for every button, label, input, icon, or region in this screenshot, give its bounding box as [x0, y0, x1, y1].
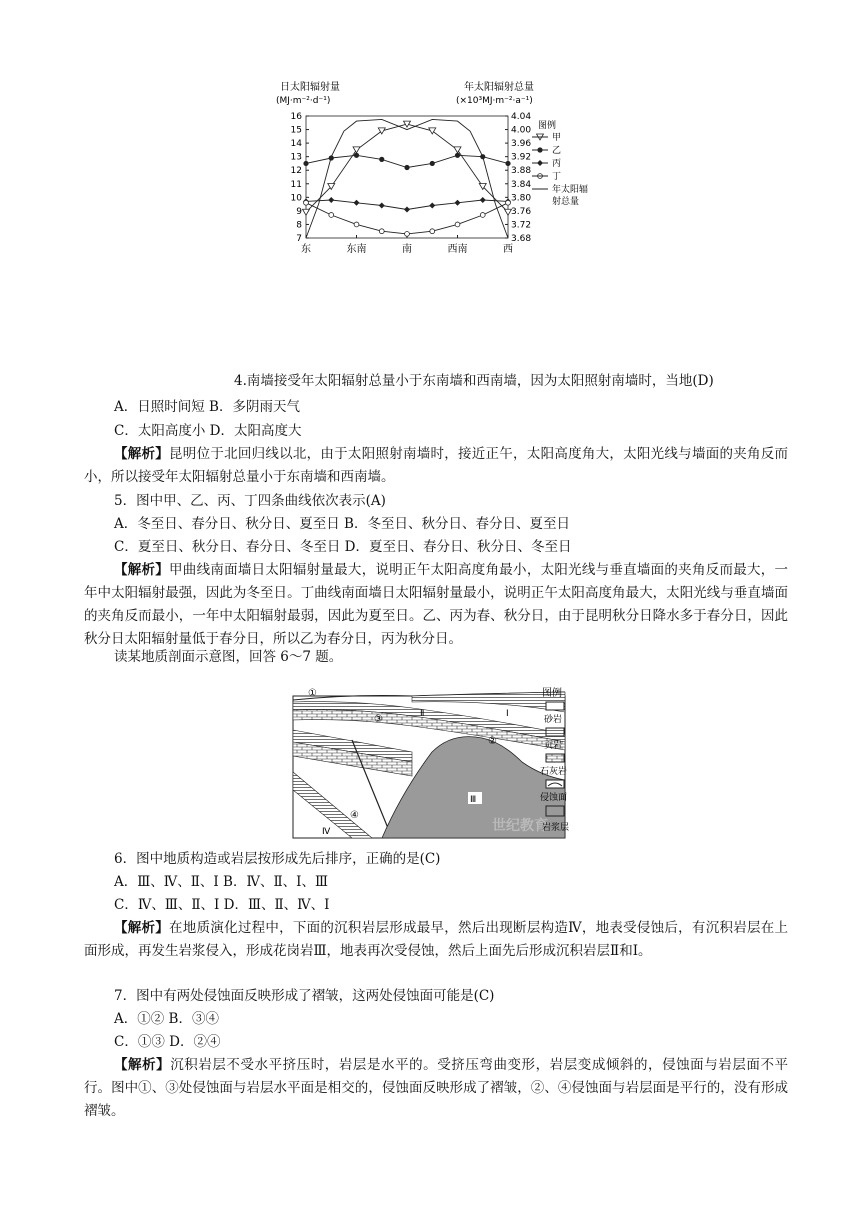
point-丙 [404, 207, 410, 213]
read-instruction: 读某地质剖面示意图，回答 6～7 题。 [114, 649, 343, 665]
y-left-label-2: (MJ·m⁻²·d⁻¹) [276, 96, 331, 106]
point-乙 [354, 153, 359, 158]
point-丁 [379, 229, 384, 234]
y-right-tick-label: 3.92 [511, 152, 532, 163]
q7-explanation: 【解析】沉积岩层不受水平挤压时，岩层是水平的。受挤压弯曲变形，岩层变成倾斜的，侵蚀面与岩层面不平行。图中①、③处侵蚀面与岩层水平面是相交的，侵蚀面反映形成了褶皱，②、④侵蚀面与岩层面是平行的，没有形成褶皱。 [84, 1057, 789, 1119]
y-right-tick-label: 3.72 [511, 220, 532, 231]
x-tick-label: 西 [503, 244, 513, 255]
y-right-tick-label: 4.00 [511, 125, 532, 136]
legend-magma: 岩浆层 [542, 823, 570, 833]
point-丙 [354, 200, 360, 206]
q5-explanation: 【解析】甲曲线南面墙日太阳辐射量最大，说明正午太阳高度角最小，太阳光线与垂直墙面的夹角反而最大，一年中太阳辐射最强，因此为冬至日。丁曲线南面墙日太阳辐射量最小，说明正午太阳高度角最大，太阳光线与垂直墙面的夹角反而最小，一年中太阳辐射最弱，因此为夏至日。乙、丙为春、秋分日，由于昆明秋分日降水多于春分日，因此秋分日太阳辐射量低于春分日，所以乙为春分日，丙为秋分日。 [84, 562, 789, 647]
y-left-tick-label: 10 [290, 193, 302, 204]
label-3: ③ [374, 714, 383, 725]
y-right-tick-label: 3.80 [511, 193, 532, 204]
point-丙 [429, 202, 435, 208]
shale-swatch [546, 728, 564, 736]
y-left-tick-label: 14 [290, 139, 302, 150]
label-I: Ⅰ [506, 709, 509, 719]
x-tick-label: 东南 [346, 244, 367, 255]
legend-title: 图例 [538, 121, 557, 131]
question-4: 4.南墙接受年太阳辐射总量小于东南墙和西南墙，因为太阳照射南墙时，当地(D) [234, 373, 714, 389]
question-5: 5．图中甲、乙、丙、丁四条曲线依次表示(A) [114, 493, 386, 509]
y-right-label-2: (×10³MJ·m⁻²·a⁻¹) [456, 96, 533, 106]
y-right-tick-label: 3.68 [511, 234, 532, 244]
label-2: ② [488, 736, 497, 747]
label-II: Ⅱ [420, 709, 425, 719]
y-left-tick-label: 13 [290, 152, 302, 163]
point-丙 [328, 197, 334, 203]
chart-series [303, 119, 544, 238]
watermark: 世纪教育 [492, 818, 548, 834]
legend-label-丁: 丁 [552, 172, 562, 182]
point-乙 [303, 161, 308, 166]
y-left-tick-label: 7 [296, 234, 302, 244]
q4-options-cd: C．太阳高度小 D．太阳高度大 [114, 423, 302, 439]
y-left-tick-label: 8 [296, 220, 302, 231]
y-right-tick-label: 4.04 [511, 112, 532, 122]
legend-label-丙: 丙 [552, 159, 562, 169]
q6-options-ab: A．Ⅲ、Ⅳ、Ⅱ、Ⅰ B．Ⅳ、Ⅱ、Ⅰ、Ⅲ [114, 874, 328, 890]
point-乙 [430, 161, 435, 166]
q4-explanation: 【解析】昆明位于北回归线以北，由于太阳照射南墙时，接近正午，太阳高度角大，太阳光线与墙面的夹角反而小，所以接受年太阳辐射总量小于东南墙和西南墙。 [84, 446, 789, 485]
point-丁 [405, 232, 410, 237]
y-right-tick-label: 3.88 [511, 166, 532, 177]
point-乙 [379, 157, 384, 162]
y-right-tick-label: 3.76 [511, 206, 532, 217]
geo-legend-title: 图例 [542, 688, 562, 699]
y-left-tick-label: 12 [290, 166, 302, 177]
question-6: 6．图中地质构造或岩层按形成先后排序，正确的是(C) [114, 851, 441, 867]
label-III: Ⅲ [470, 795, 477, 805]
q5-options-ab: A．冬至日、春分日、秋分日、夏至日 B．冬至日、秋分日、春分日、夏至日 [114, 516, 570, 532]
point-丁 [480, 213, 485, 218]
point-丁 [354, 222, 359, 227]
y-right-label-1: 年太阳辐射总量 [464, 82, 534, 93]
q7-options-cd: C．①③ D．②④ [114, 1034, 221, 1050]
legend-limestone: 石灰岩 [540, 767, 568, 777]
x-tick-label: 东 [301, 244, 311, 255]
label-1: ① [308, 688, 317, 699]
plot-frame [306, 116, 508, 238]
point-乙 [505, 161, 510, 166]
point-丙 [455, 200, 461, 206]
q6-explanation: 【解析】在地质演化过程中，下面的沉积岩层形成最早，然后出现断层构造Ⅳ，地表受侵蚀后，有沉积岩层在上面形成，再发生岩浆侵入，形成花岗岩Ⅲ，地表再次受侵蚀，然后上面先后形成沉积岩层Ⅱ和Ⅰ。 [84, 920, 788, 959]
x-tick-label: 南 [402, 244, 412, 255]
chart-legend [532, 119, 588, 207]
y-left-tick-label: 11 [290, 179, 302, 190]
y-left-tick-label: 15 [290, 125, 302, 136]
x-tick-label: 西南 [447, 244, 468, 255]
q4-options-ab: A．日照时间短 B．多阴雨天气 [114, 399, 300, 415]
legend-sandstone: 砂岩 [544, 715, 563, 725]
legend-erosion: 侵蚀面 [540, 793, 568, 803]
point-丙 [379, 202, 385, 208]
label-4: ④ [350, 810, 359, 821]
point-丁 [304, 200, 309, 205]
point-丁 [329, 213, 334, 218]
label-IV: Ⅳ [322, 827, 331, 837]
question-7: 7．图中有两处侵蚀面反映形成了褶皱，这两处侵蚀面可能是(C) [114, 988, 495, 1004]
erosion-swatch [546, 780, 564, 788]
legend-label-annual-2: 射总量 [552, 197, 580, 207]
sandstone-swatch [546, 702, 564, 710]
q5-options-cd: C．夏至日、秋分日、春分日、冬至日 D．夏至日、春分日、秋分日、冬至日 [114, 539, 572, 555]
q7-options-ab: A．①② B．③④ [114, 1011, 219, 1027]
point-甲 [353, 147, 360, 153]
magma-swatch [546, 806, 564, 816]
legend-label-甲: 甲 [552, 133, 562, 143]
point-丁 [455, 222, 460, 227]
limestone-swatch [546, 754, 564, 762]
legend-label-annual-1: 年太阳辐 [552, 185, 589, 195]
solar-radiation-chart [276, 80, 589, 270]
q6-options-cd: C．Ⅳ、Ⅲ、Ⅱ、Ⅰ D．Ⅲ、Ⅱ、Ⅳ、Ⅰ [114, 897, 330, 913]
point-乙 [404, 165, 409, 170]
y-left-label-1: 日太阳辐射量 [280, 82, 340, 93]
y-left-tick-label: 16 [290, 112, 302, 122]
y-right-tick-label: 3.84 [511, 179, 532, 190]
point-乙 [455, 153, 460, 158]
point-甲 [303, 209, 310, 215]
point-丙 [480, 197, 486, 203]
geologic-section-diagram [292, 672, 582, 842]
point-丁 [430, 229, 435, 234]
point-丁 [506, 200, 511, 205]
legend-label-乙: 乙 [552, 146, 562, 156]
y-left-tick-label: 9 [296, 206, 302, 217]
legend-shale: 页岩 [544, 741, 563, 751]
point-甲 [404, 121, 411, 127]
y-right-tick-label: 3.96 [511, 139, 532, 150]
point-甲 [454, 147, 461, 153]
